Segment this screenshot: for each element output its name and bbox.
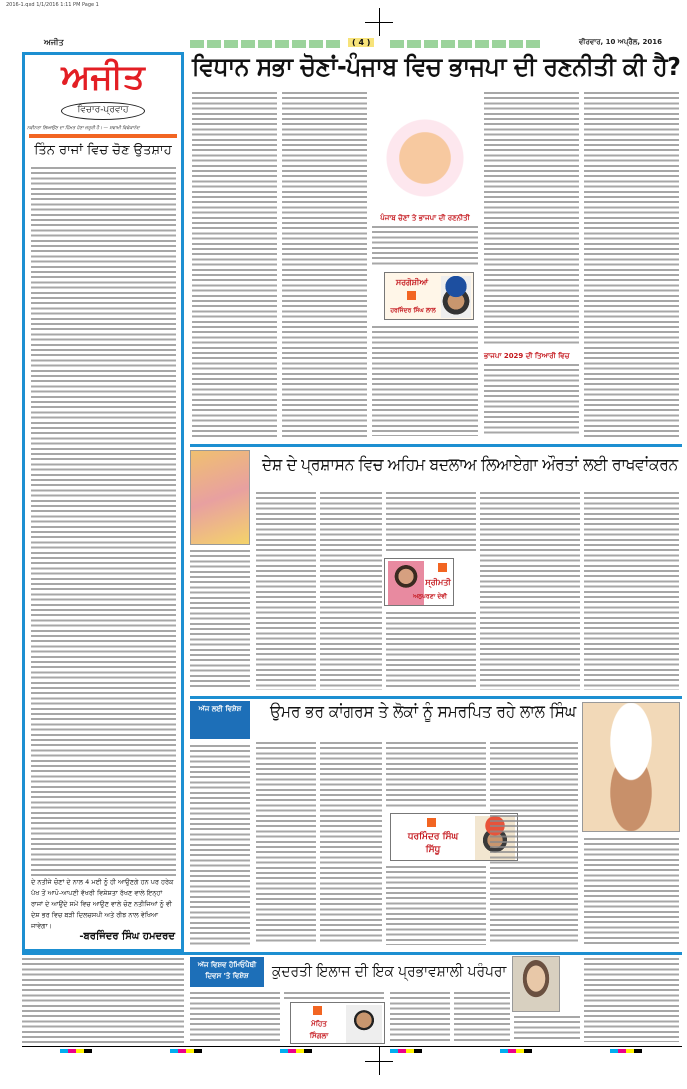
article2-author-box <box>384 558 454 606</box>
page-header <box>30 38 670 50</box>
bottom-left-article <box>22 958 184 1043</box>
article3-column <box>584 838 679 945</box>
header-decoration <box>190 40 340 48</box>
article4-column <box>190 992 280 1042</box>
author-photo <box>441 276 471 318</box>
article2-column <box>320 492 382 690</box>
editorial-column <box>22 52 184 952</box>
header-date: ਵੀਰਵਾਰ, 10 ਅਪ੍ਰੈਲ, 2016 <box>578 38 662 46</box>
article1-column <box>282 92 367 437</box>
divider <box>29 134 177 138</box>
article1-subhead: ਭਾਜਪਾ 2029 ਦੀ ਤਿਆਰੀ ਵਿਚ <box>484 352 570 360</box>
section-title: ਵਿਚਾਰ-ਪ੍ਰਵਾਹ <box>61 102 145 120</box>
article1-column <box>484 92 579 347</box>
article2-column <box>190 550 250 690</box>
article3-column <box>386 742 486 808</box>
article1-column <box>372 226 478 266</box>
article3-column <box>386 866 486 945</box>
article2-photo <box>190 450 250 545</box>
article1-caption: ਪੰਜਾਬ ਚੋਣਾਂ ਤੇ ਭਾਜਪਾ ਦੀ ਰਣਨੀਤੀ <box>380 214 470 222</box>
square-icon <box>407 291 416 300</box>
article4-column <box>454 992 510 1042</box>
article3-column <box>256 742 316 945</box>
editorial-body <box>31 167 176 877</box>
article4-portrait <box>512 956 560 1012</box>
print-slug: 2016-1.qxd 1/1/2016 1:11 PM Page 1 <box>6 2 99 8</box>
article3-label: ਅੱਜ ਲਈ ਵਿਸ਼ੇਸ਼ <box>190 701 250 739</box>
article4-column <box>584 958 679 1042</box>
section-divider <box>22 952 682 955</box>
article1-headline: ਵਿਧਾਨ ਸਭਾ ਚੋਣਾਂ-ਪੰਜਾਬ ਵਿਚ ਭਾਜਪਾ ਦੀ ਰਣਨੀਤੀ ਕੀ ਹੈ? <box>192 52 681 81</box>
article2-column <box>584 492 679 690</box>
editorial-title: ਤਿੰਨ ਰਾਜਾਂ ਵਿਚ ਚੋਣ ਉਤਸ਼ਾਹ <box>34 143 172 158</box>
article2-author: ਅਨੁਪਰਣਾ ਦੇਵੀ <box>413 593 447 600</box>
page-number: ( 4 ) <box>348 38 374 47</box>
article3-photo <box>582 702 680 832</box>
header-paper-name: ਅਜੀਤ <box>44 38 64 47</box>
article1-column <box>484 364 579 436</box>
square-icon <box>313 1006 322 1015</box>
article4-headline: ਕੁਦਰਤੀ ਇਲਾਜ ਦੀ ਇਕ ਪ੍ਰਭਾਵਸ਼ਾਲੀ ਪਰੰਪਰਾ <box>272 962 507 980</box>
article4-author: ਮੋਹਿਤ <box>311 1020 327 1028</box>
bottom-rule <box>22 1046 682 1047</box>
article2-column <box>386 492 476 554</box>
quote-line: ਨਵੀਨਤਾ ਲਿਆਉਣ ਦਾ ਹਿੰਮਤ ਹੋਣਾ ਜ਼ਰੂਰੀ ਹੈ। — ਸਵਾਮੀ ਵਿਵੇਕਾਨੰਦ <box>27 126 140 131</box>
author-photo <box>346 1005 382 1043</box>
article4-author-surname: ਸਿੰਗਲਾ <box>309 1032 329 1040</box>
section-divider <box>190 696 682 699</box>
article4-column <box>390 992 450 1042</box>
masthead-logo: ਅਜੀਤ <box>61 57 145 97</box>
article1-column <box>192 92 277 437</box>
column-name: ਸਰਗੋਸ਼ੀਆਂ <box>395 278 429 287</box>
header-decoration <box>390 40 540 48</box>
article3-column <box>490 742 578 945</box>
article2-headline: ਦੇਸ਼ ਦੇ ਪ੍ਰਸ਼ਾਸਨ ਵਿਚ ਅਹਿਮ ਬਦਲਾਅ ਲਿਆਏਗਾ ਔਰਤਾਂ ਲਈ ਰਾਖਵਾਂਕਰਨ <box>262 455 678 475</box>
article4-column <box>514 1016 580 1042</box>
article4-label: ਅੱਜ ਵਿਸ਼ਵ ਹੋਮਿਓਪੈਥੀ ਦਿਵਸ 'ਤੇ ਵਿਸ਼ੇਸ਼ <box>190 957 264 987</box>
article1-column <box>584 92 679 437</box>
article1-author: ਹਰਜਿੰਦਰ ਸਿੰਘ ਲਾਲ <box>390 307 436 314</box>
registration-mark <box>379 8 380 36</box>
square-icon <box>427 818 436 827</box>
article3-headline: ਉਮਰ ਭਰ ਕਾਂਗਰਸ ਤੇ ਲੋਕਾਂ ਨੂੰ ਸਮਰਪਿਤ ਰਹੇ ਲਾਲ ਸਿੰਘ <box>270 702 577 722</box>
square-icon <box>438 563 447 572</box>
color-bar <box>60 1049 660 1053</box>
section-divider <box>190 444 682 447</box>
article1-column <box>372 326 478 436</box>
editorial-author: -ਬਰਜਿੰਦਰ ਸਿੰਘ ਹਮਦਰਦ <box>79 931 175 942</box>
article2-column <box>480 492 580 690</box>
article2-author-title: ਸ੍ਰੀਮਤੀ <box>425 578 451 587</box>
article3-column <box>320 742 382 945</box>
editorial-excerpt: ਦੇ ਨਤੀਜੇ ਚੋਣਾਂ ਦੇ ਨਾਲ 4 ਮਈ ਨੂੰ ਹੀ ਆਉਣਗੇ ਹਨ ਪਰ ਹਰੇਕ ਪੱਖ ਤੋਂ ਆਪੋ-ਆਪਣੀ ਵੱਖਰੀ ਵਿਸ਼ੇਸ਼ਤਾ ਰੱਖਣ ਵਾਲੇ ਇਨ੍ਹਾਂ ਰਾਜਾਂ ਦੇ ਆਉਂਦੇ ਸਮੇਂ ਵਿਚ ਆਉਣ ਵਾਲੇ ਚੋਣ ਨਤੀਜਿਆਂ ਨੂੰ ਵੀ ਦੇਸ਼ ਭਰ ਵਿਚ ਬੜੀ ਦਿਲਚਸਪੀ ਅਤੇ ਰੀਝ ਨਾਲ ਵੇਖਿਆ ਜਾਵੇਗਾ। <box>31 878 174 930</box>
article4-column <box>284 992 384 1000</box>
article4-author-box <box>290 1002 385 1044</box>
article3-author: ਧਰਮਿੰਦਰ ਸਿੰਘ <box>407 832 459 842</box>
article2-column <box>386 612 476 690</box>
article3-author-surname: ਸਿੱਧੂ <box>425 845 441 855</box>
article1-illustration <box>372 92 478 212</box>
article2-column <box>256 492 316 690</box>
article3-column <box>190 745 250 945</box>
article1-author-box <box>384 272 474 320</box>
